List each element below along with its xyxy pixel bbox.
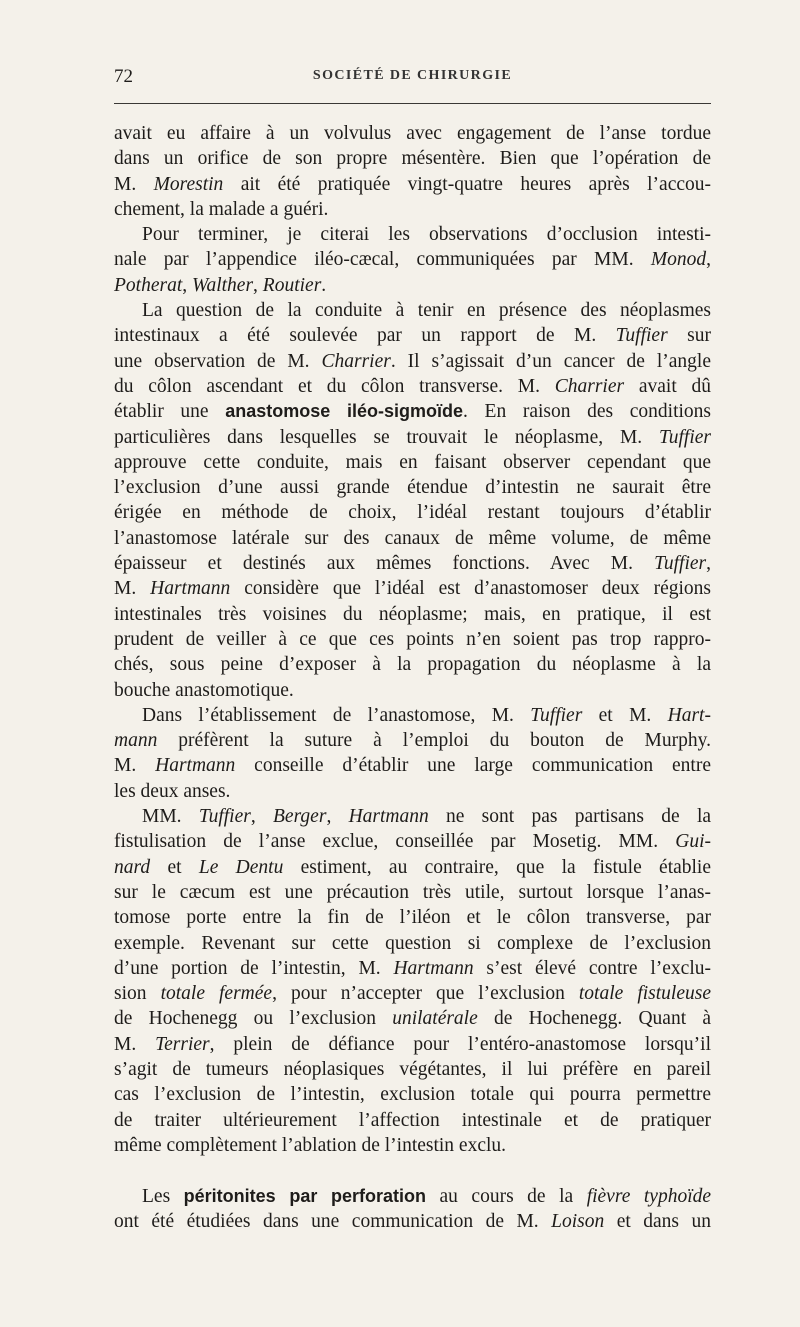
text-line: avait eu affaire à un volvulus avec engagement de l’anse tordue xyxy=(114,123,711,144)
text-line: fistulisation de l’anse exclue, conseillée par Mosetig. MM. Gui- xyxy=(114,831,711,853)
text-line: épaisseur et destinés aux mêmes fonctions. Avec M. Tuffier, xyxy=(114,553,711,575)
text-line: du côlon ascendant et du côlon transverse. M. Charrier avait dû xyxy=(114,375,711,397)
text-line: même complètement l’ablation de l’intestin exclu. xyxy=(114,1134,507,1156)
text-line: de traiter ultérieurement l’affection intestinale et de pratiquer xyxy=(114,1109,711,1131)
text-line: Les péritonites par perforation au cours de la fièvre typhoïde xyxy=(142,1186,712,1208)
text-line: M. Morestin ait été pratiquée vingt-quatre heures après l’accou- xyxy=(114,173,712,195)
text-line: Potherat, Walther, Routier. xyxy=(114,274,327,296)
text-line: intestinaux a été soulevée par un rapport de M. Tuffier sur xyxy=(114,325,711,347)
text-line: sion totale fermée, pour n’accepter que l’exclusion totale fistuleuse xyxy=(114,983,711,1005)
text-line: ont été étudiées dans une communication de M. Loison et dans un xyxy=(114,1211,711,1233)
text-line: l’exclusion d’une aussi grande étendue d’intestin ne saurait être xyxy=(114,477,711,499)
text-line: nard et Le Dentu estiment, au contraire, que la fistule établie xyxy=(114,856,712,878)
text-line: particulières dans lesquelles se trouvait le néoplasme, M. Tuffier xyxy=(114,426,711,448)
text-line: Pour terminer, je citerai les observations d’occlusion intesti- xyxy=(142,224,711,246)
text-line: approuve cette conduite, mais en faisant observer cependant que xyxy=(114,451,711,473)
text-line: M. Terrier, plein de défiance pour l’entéro-anastomose lorsqu’il xyxy=(114,1033,711,1055)
text-line: érigée en méthode de choix, l’idéal restant toujours d’établir xyxy=(114,502,711,524)
header-rule xyxy=(114,103,711,104)
text-line: d’une portion de l’intestin, M. Hartmann s’est élevé contre l’exclu- xyxy=(114,957,711,979)
text-line: MM. Tuffier, Berger, Hartmann ne sont pas partisans de la xyxy=(142,806,712,828)
running-title: SOCIÉTÉ DE CHIRURGIE xyxy=(312,68,513,83)
page-number: 72 xyxy=(114,66,133,87)
text-line: bouche anastomotique. xyxy=(114,679,294,701)
text-line: l’anastomose latérale sur des canaux de même volume, de même xyxy=(114,527,711,549)
text-line: établir une anastomose iléo-sigmoïde. En raison des conditions xyxy=(114,401,711,423)
text-line: M. Hartmann considère que l’idéal est d’anastomoser deux régions xyxy=(114,578,711,600)
body-text xyxy=(114,121,711,1235)
text-line: La question de la conduite à tenir en présence des néoplasmes xyxy=(142,300,711,322)
text-line: mann préfèrent la suture à l’emploi du bouton de Murphy. xyxy=(114,730,711,752)
text-line: intestinales très voisines du néoplasme; mais, en pratique, il est xyxy=(114,603,711,625)
text-line: chement, la malade a guéri. xyxy=(114,198,329,220)
text-line: cas l’exclusion de l’intestin, exclusion totale qui pourra permettre xyxy=(114,1084,711,1106)
text-line: s’agit de tumeurs néoplasiques végétantes, il lui préfère en pareil xyxy=(114,1058,711,1080)
text-line: exemple. Revenant sur cette question si complexe de l’exclusion xyxy=(114,932,711,954)
text-line: Dans l’établissement de l’anastomose, M. Tuffier et M. Hart- xyxy=(142,704,711,726)
text-line: chés, sous peine d’exposer à la propagation du néoplasme à la xyxy=(114,654,711,676)
text-line: les deux anses. xyxy=(114,780,231,802)
text-line: prudent de veiller à ce que ces points n’en soient pas trop rappro- xyxy=(114,628,711,650)
text-line: de Hochenegg ou l’exclusion unilatérale de Hochenegg. Quant à xyxy=(114,1008,711,1030)
text-line: nale par l’appendice iléo-cæcal, communiquées par MM. Monod, xyxy=(114,249,711,271)
text-line: sur le cæcum est une précaution très utile, surtout lorsque l’anas- xyxy=(114,881,711,903)
text-line: M. Hartmann conseille d’établir une large communication entre xyxy=(114,755,711,777)
text-line: une observation de M. Charrier. Il s’agissait d’un cancer de l’angle xyxy=(114,350,711,372)
running-header xyxy=(114,62,711,92)
text-line: dans un orifice de son propre mésentère. Bien que l’opération de xyxy=(114,148,711,170)
text-line: tomose porte entre la fin de l’iléon et le côlon transverse, par xyxy=(114,907,711,929)
